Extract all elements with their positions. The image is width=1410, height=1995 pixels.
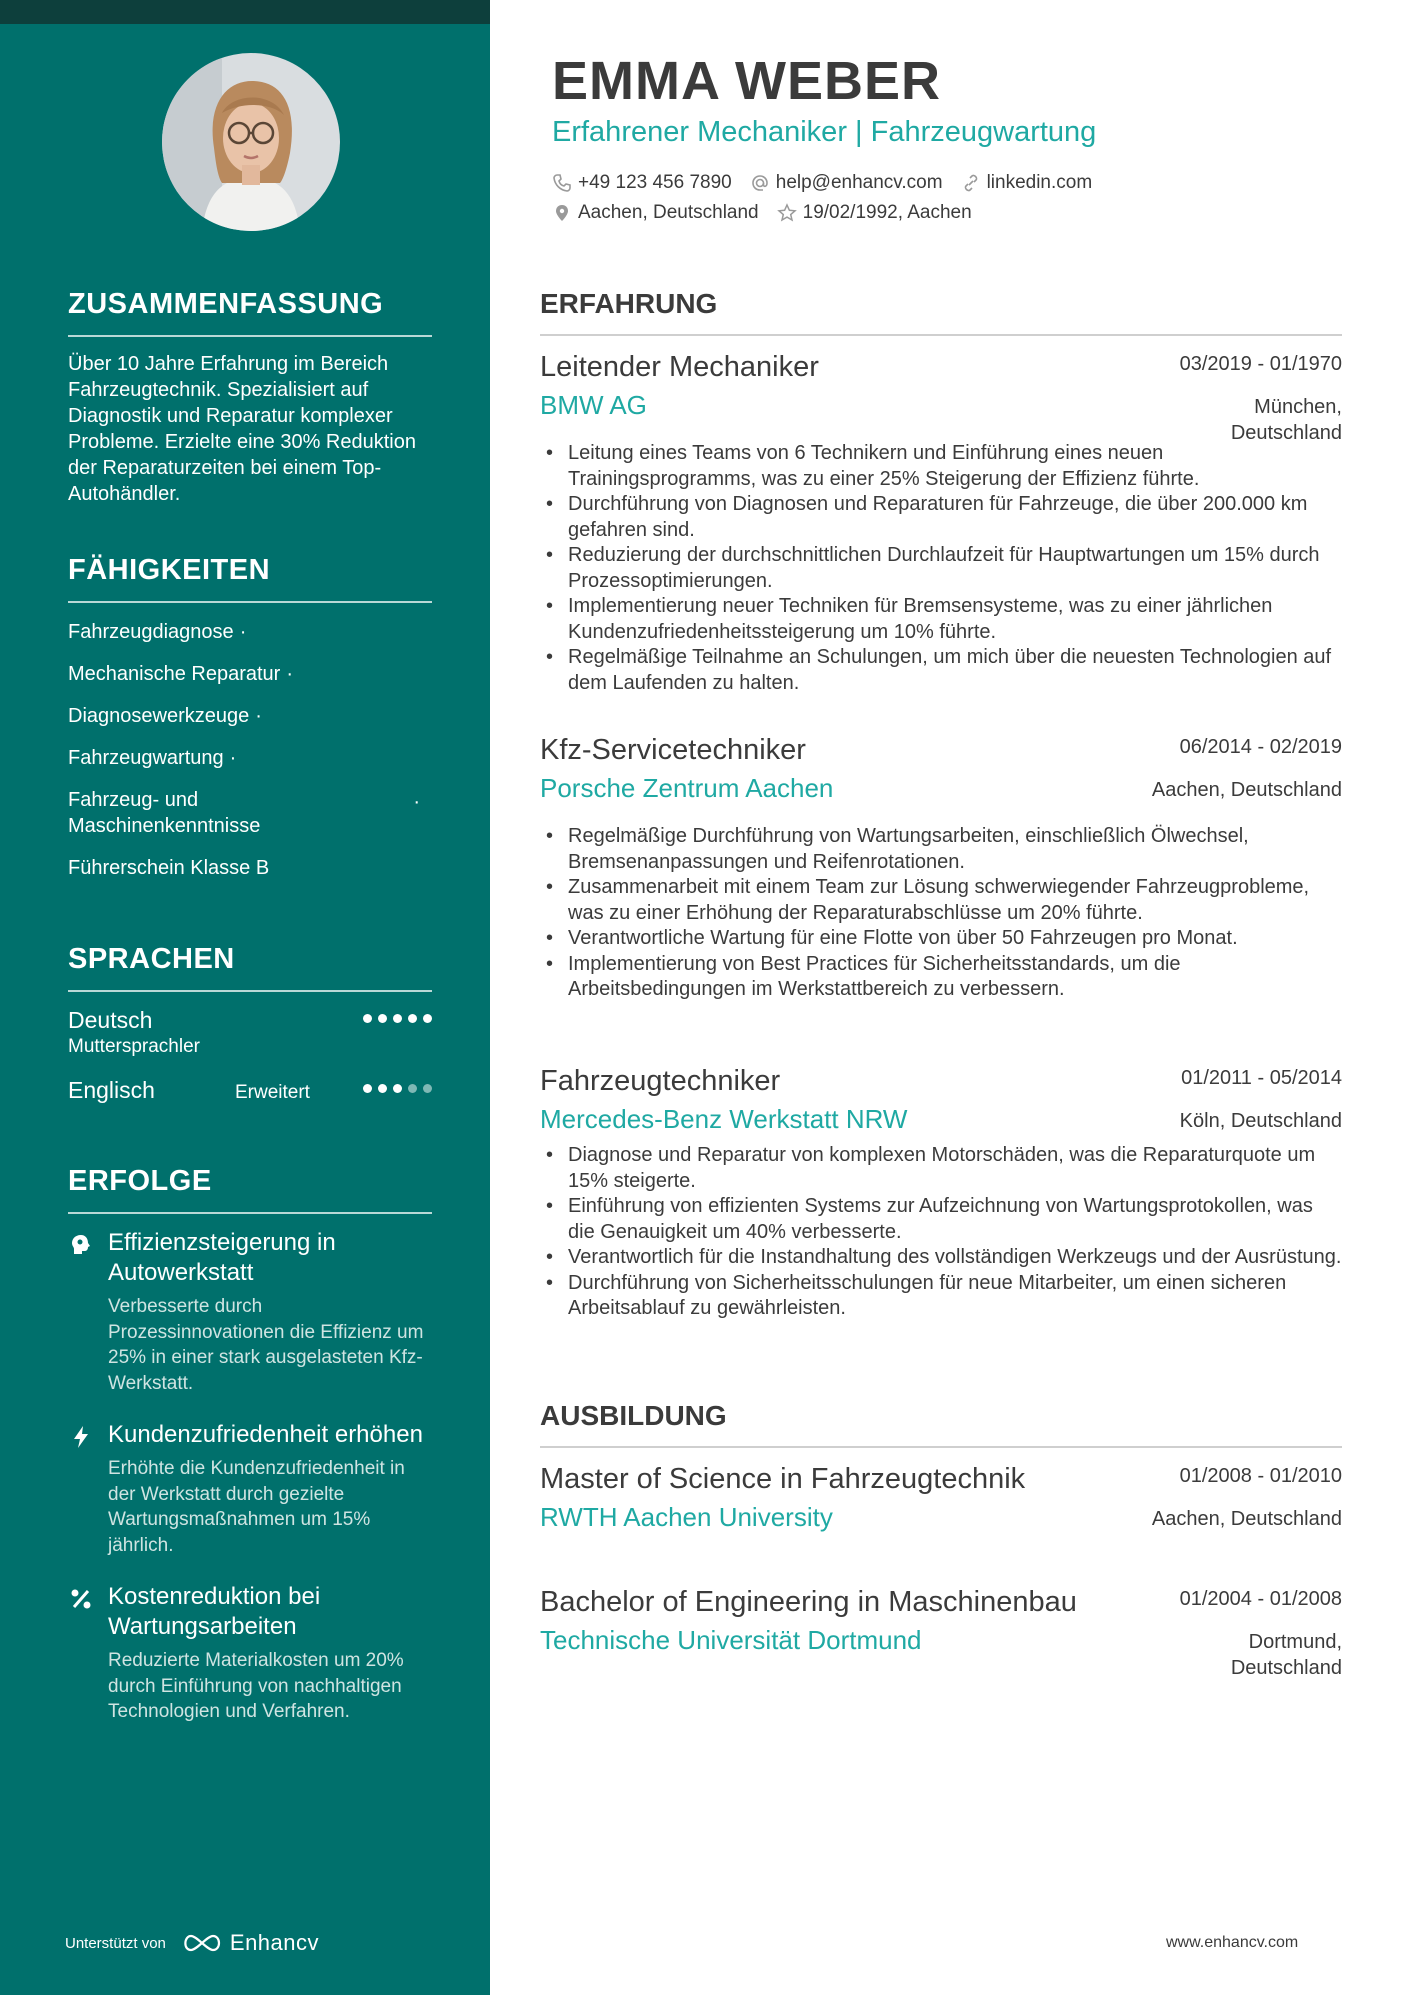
rating-dot-empty bbox=[408, 1084, 417, 1093]
job-dates: 03/2019 - 01/1970 bbox=[1179, 353, 1342, 375]
language-name: Englisch bbox=[68, 1077, 155, 1103]
school-name: RWTH Aachen University bbox=[540, 1502, 833, 1532]
rating-dot-filled bbox=[393, 1084, 402, 1093]
school-location: Dortmund, Deutschland bbox=[1230, 1631, 1342, 1679]
email-contact[interactable]: help@enhancv.com bbox=[750, 172, 943, 194]
bullet: • Implementierung von Best Practices für Sicherheitsstandards, um die Arbeitsbedingungen im Werkstattbereich zu verbessern. bbox=[540, 952, 1342, 1003]
rating-dot-filled bbox=[378, 1014, 387, 1023]
languages-section bbox=[68, 943, 432, 1140]
language-level: Muttersprachler bbox=[68, 1036, 200, 1057]
language-item bbox=[68, 1006, 432, 1070]
job-location: München, Deutschland bbox=[1230, 396, 1342, 444]
degree-dates: 01/2004 - 01/2008 bbox=[1179, 1588, 1342, 1610]
company-name: Porsche Zentrum Aachen bbox=[540, 773, 834, 803]
job-title: Leitender Mechaniker bbox=[540, 351, 819, 383]
education-entry bbox=[540, 1461, 1342, 1533]
skill-item: Diagnosewerkzeuge · bbox=[68, 705, 262, 727]
job-dates: 06/2014 - 02/2019 bbox=[1179, 736, 1342, 758]
sidebar bbox=[0, 0, 490, 1995]
bullet: • Leitung eines Teams von 6 Technikern und Einführung eines neuen Trainingsprogramms, was zu einer 25% Steigerung der Effizienz führte. bbox=[540, 441, 1342, 492]
powered-label: Unterstützt von bbox=[65, 1934, 166, 1952]
skill-item: Fahrzeugwartung · bbox=[68, 747, 237, 769]
language-rating bbox=[363, 1014, 432, 1023]
birth-contact: 19/02/1992, Aachen bbox=[777, 202, 972, 224]
brain-icon bbox=[68, 1232, 94, 1258]
language-level: Erweitert bbox=[235, 1082, 310, 1103]
achievement-title: Kostenreduktion bei Wartungsarbeiten bbox=[108, 1583, 321, 1640]
rating-dot-filled bbox=[363, 1084, 372, 1093]
job-bullets bbox=[540, 824, 1342, 1003]
skills-title: FÄHIGKEITEN bbox=[68, 554, 432, 603]
rating-dot-filled bbox=[378, 1084, 387, 1093]
link-icon bbox=[961, 173, 981, 193]
bullet: • Diagnose und Reparatur von komplexen Motorschäden, was die Reparaturquote um 15% steigerte. bbox=[540, 1143, 1342, 1194]
achievement-text: Erhöhte die Kundenzufriedenheit in der Werkstatt durch gezielte Wartungsmaßnahmen um 15% jährlich. bbox=[108, 1458, 405, 1556]
rating-dot-filled bbox=[423, 1014, 432, 1023]
headline: Erfahrener Mechaniker | Fahrzeugwartung bbox=[552, 116, 1097, 148]
rating-dot-empty bbox=[423, 1084, 432, 1093]
achievement-title: Kundenzufriedenheit erhöhen bbox=[108, 1421, 423, 1448]
experience-entry bbox=[540, 349, 1342, 696]
degree-dates: 01/2008 - 01/2010 bbox=[1179, 1465, 1342, 1487]
bullet: • Implementierung neuer Techniken für Bremsensysteme, was zu einer jährlichen Kundenzufriedenheitssteigerung um 10% führte. bbox=[540, 594, 1342, 645]
job-title: Kfz-Servicetechniker bbox=[540, 734, 806, 766]
school-location: Aachen, Deutschland bbox=[1151, 1508, 1342, 1530]
achievement-text: Reduzierte Materialkosten um 20% durch Einführung von nachhaltigen Technologien und Verfahren. bbox=[108, 1650, 404, 1722]
candidate-name: EMMA WEBER bbox=[552, 51, 941, 111]
bullet: • Reduzierung der durchschnittlichen Durchlaufzeit für Hauptwartungen um 15% durch Prozessoptimierungen. bbox=[540, 543, 1342, 594]
experience-entry bbox=[540, 732, 1342, 1003]
rating-dot-filled bbox=[408, 1014, 417, 1023]
achievements-section bbox=[68, 1165, 432, 1725]
education-title: AUSBILDUNG bbox=[540, 1400, 1342, 1448]
degree-title: Bachelor of Engineering in Maschinenbau bbox=[540, 1586, 1077, 1618]
summary-section bbox=[68, 288, 432, 507]
company-name: Mercedes-Benz Werkstatt NRW bbox=[540, 1104, 908, 1134]
summary-text: Über 10 Jahre Erfahrung im Bereich Fahrzeugtechnik. Spezialisiert auf Diagnostik und Reparatur komplexer Probleme. Erzielte eine 30% Reduktion der Reparaturzeiten bei einem Top-Autohändler. bbox=[68, 353, 416, 505]
bullet: • Regelmäßige Teilnahme an Schulungen, um mich über die neuesten Technologien auf dem Laufenden zu halten. bbox=[540, 645, 1342, 696]
at-icon bbox=[750, 173, 770, 193]
languages-title: SPRACHEN bbox=[68, 943, 432, 992]
summary-title: ZUSAMMENFASSUNG bbox=[68, 288, 432, 337]
bullet: • Einführung von effizienten Systems zur Aufzeichnung von Wartungsprotokollen, was die Genauigkeit um 40% verbesserte. bbox=[540, 1194, 1342, 1245]
lightning-icon bbox=[68, 1424, 94, 1450]
language-item bbox=[68, 1076, 432, 1140]
experience-title: ERFAHRUNG bbox=[540, 288, 1342, 336]
location-pin-icon bbox=[552, 203, 572, 223]
achievement-text: Verbesserte durch Prozessinnovationen die Effizienz um 25% in einer stark ausgelasteten Kfz-Werkstatt. bbox=[108, 1296, 424, 1394]
skills-section bbox=[68, 554, 432, 881]
bullet: • Verantwortlich für die Instandhaltung des vollständigen Werkzeugs und der Ausrüstung. bbox=[540, 1245, 1342, 1271]
achievement-title: Effizienzsteigerung in Autowerkstatt bbox=[108, 1229, 336, 1286]
infinity-icon bbox=[180, 1932, 224, 1954]
achievement-item bbox=[68, 1582, 432, 1725]
percent-icon bbox=[68, 1586, 94, 1612]
achievements-title: ERFOLGE bbox=[68, 1165, 432, 1214]
powered-by bbox=[65, 1930, 319, 1956]
achievement-item bbox=[68, 1228, 432, 1396]
achievement-item bbox=[68, 1420, 432, 1558]
avatar bbox=[162, 53, 340, 231]
bullet: • Durchführung von Sicherheitsschulungen für neue Mitarbeiter, um einen sicheren Arbeitsablauf zu gewährleisten. bbox=[540, 1271, 1342, 1322]
enhancv-logo[interactable] bbox=[180, 1930, 319, 1956]
job-dates: 01/2011 - 05/2014 bbox=[1181, 1067, 1342, 1089]
skill-item: Fahrzeugdiagnose · bbox=[68, 621, 247, 643]
contact-info bbox=[552, 168, 1092, 228]
star-icon bbox=[777, 203, 797, 223]
skill-item: Mechanische Reparatur · bbox=[68, 663, 294, 685]
degree-title: Master of Science in Fahrzeugtechnik bbox=[540, 1463, 1026, 1495]
website-contact[interactable]: linkedin.com bbox=[961, 172, 1093, 194]
phone-contact[interactable]: +49 123 456 7890 bbox=[552, 172, 732, 194]
job-bullets bbox=[540, 441, 1342, 696]
job-location: Köln, Deutschland bbox=[1179, 1110, 1342, 1132]
skill-item: Führerschein Klasse B bbox=[68, 857, 270, 879]
skill-item: Fahrzeug- und Maschinenkenntnisse · bbox=[68, 789, 420, 837]
bullet: • Regelmäßige Durchführung von Wartungsarbeiten, einschließlich Ölwechsel, Bremsenanpassungen und Reifenrotationen. bbox=[540, 824, 1342, 875]
job-title: Fahrzeugtechniker bbox=[540, 1065, 781, 1097]
education-entry bbox=[540, 1584, 1342, 1679]
location-contact: Aachen, Deutschland bbox=[552, 202, 759, 224]
rating-dot-filled bbox=[363, 1014, 372, 1023]
enhancv-brand: Enhancv bbox=[229, 1930, 320, 1955]
phone-icon bbox=[552, 173, 572, 193]
job-location: Aachen, Deutschland bbox=[1151, 779, 1342, 801]
language-name: Deutsch bbox=[68, 1007, 153, 1033]
language-rating bbox=[363, 1084, 432, 1093]
footer-url[interactable]: www.enhancv.com bbox=[1166, 1934, 1299, 1951]
bullet: • Verantwortliche Wartung für eine Flotte von über 50 Fahrzeugen pro Monat. bbox=[540, 926, 1342, 952]
experience-entry bbox=[540, 1063, 1342, 1322]
school-name: Technische Universität Dortmund bbox=[540, 1625, 922, 1655]
company-name: BMW AG bbox=[540, 390, 647, 420]
rating-dot-filled bbox=[393, 1014, 402, 1023]
job-bullets bbox=[540, 1143, 1342, 1322]
bullet: • Zusammenarbeit mit einem Team zur Lösung schwerwiegender Fahrzeugprobleme, was zu einer Erhöhung der Reparaturabschlüsse um 20% führte. bbox=[540, 875, 1342, 926]
sidebar-top-bar bbox=[0, 0, 490, 24]
bullet: • Durchführung von Diagnosen und Reparaturen für Fahrzeuge, die über 200.000 km gefahren sind. bbox=[540, 492, 1342, 543]
